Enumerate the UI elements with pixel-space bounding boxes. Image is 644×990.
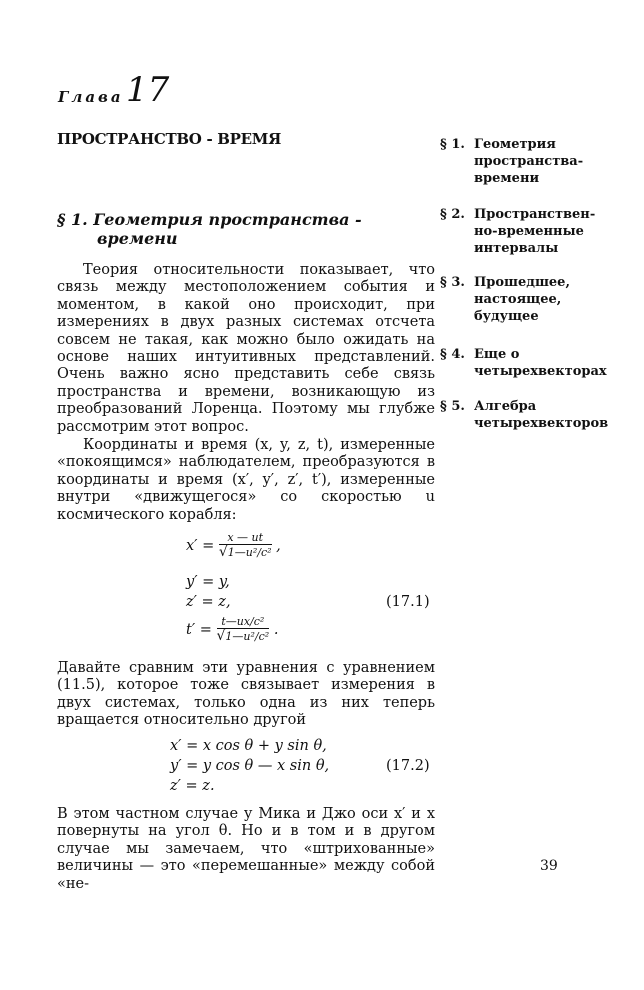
section-heading-line1: § 1. Геометрия пространства - xyxy=(57,210,362,229)
sqrt-icon: √ xyxy=(218,544,228,560)
paragraph-3 xyxy=(57,660,435,730)
toc-item-number: § 4. xyxy=(440,347,465,362)
toc-item-number: § 5. xyxy=(440,399,465,414)
fraction-numerator: x — ut xyxy=(219,532,272,545)
paragraph-4 xyxy=(57,806,435,893)
toc-item-title: Геометрия пространства- времени xyxy=(474,137,584,186)
fraction xyxy=(217,616,270,644)
fraction-denominator xyxy=(219,545,272,560)
denominator-text: 1—u²/c² xyxy=(227,546,272,559)
toc-item-5 xyxy=(440,398,608,432)
eq-lhs: t′ = xyxy=(186,622,212,638)
fraction xyxy=(219,532,272,560)
section-heading-line2: времени xyxy=(97,229,178,248)
sqrt-icon: √ xyxy=(216,628,226,644)
fraction-numerator: t—ux/c² xyxy=(217,616,270,629)
equation-t-prime xyxy=(186,616,278,644)
paragraph-text: Давайте сравним эти уравнения с уравнением (11.5), которое тоже связывает измерения в двух системах, только одна из них теперь вращается относительно другой xyxy=(57,660,435,729)
equation-number-17-1: (17.1) xyxy=(386,594,430,610)
paragraph-2 xyxy=(57,437,435,524)
eq-lhs: x′ = xyxy=(186,538,215,554)
equation-y-prime: y′ = y, xyxy=(186,574,230,590)
equation-rot-y: y′ = y cos θ — x sin θ, xyxy=(170,758,330,774)
chapter-title: ПРОСТРАНСТВО - ВРЕМЯ xyxy=(57,130,282,148)
equation-x-prime xyxy=(186,532,281,560)
toc-item-title: Прошедшее, настоящее, будущее xyxy=(474,275,570,324)
equation-rot-z: z′ = z. xyxy=(170,778,215,794)
eq-tail: . xyxy=(273,622,279,638)
paragraph-1 xyxy=(57,262,435,436)
toc-item-number: § 1. xyxy=(440,137,465,152)
denominator-text: 1—u²/c² xyxy=(225,630,270,643)
toc-item-number: § 2. xyxy=(440,207,465,222)
eq-tail: , xyxy=(276,538,281,554)
toc-item-2 xyxy=(440,206,595,257)
toc-item-title: Алгебра четырехвекторов xyxy=(474,399,609,431)
fraction-denominator xyxy=(217,629,270,644)
page-number: 39 xyxy=(540,858,558,874)
equation-number-17-2: (17.2) xyxy=(386,758,430,774)
toc-item-title: Еще о четырехвекторах xyxy=(474,347,607,379)
toc-item-3 xyxy=(440,274,570,325)
equation-z-prime: z′ = z, xyxy=(186,594,231,610)
section-heading xyxy=(57,210,397,248)
chapter-label: Глава xyxy=(58,88,124,106)
paragraph-text: В этом частном случае у Мика и Джо оси x′ и x повернуты на угол θ. Но и в том и в другом случае мы замечаем, что «штрихованные» величины — это «перемешанные» между собой «не- xyxy=(57,806,435,892)
chapter-number: 17 xyxy=(126,70,170,110)
toc-item-number: § 3. xyxy=(440,275,465,290)
equation-rot-x: x′ = x cos θ + y sin θ, xyxy=(170,738,327,754)
paragraph-text: Теория относительности показывает, что связь между местоположением события и моментом, в какой оно происходит, при измерениях в двух разных системах отсчета совсем не такая, как можно было ожидать на основе наших интуитивных представлений. Очень важно ясно представить себе связь пространства и времени, возникающую из преобразований Лоренца. Поэтому мы глубже рассмотрим этот вопрос. xyxy=(57,262,435,435)
toc-item-1 xyxy=(440,136,583,187)
toc-item-title: Пространствен- но-временные интервалы xyxy=(474,207,596,256)
paragraph-text: Координаты и время (x, y, z, t), измеренные «покоящимся» наблюдателем, преобразуются в координаты и время (x′, y′, z′, t′), измеренные внутри «движущегося» со скоростью u космического корабля: xyxy=(57,437,435,523)
toc-item-4 xyxy=(440,346,607,380)
